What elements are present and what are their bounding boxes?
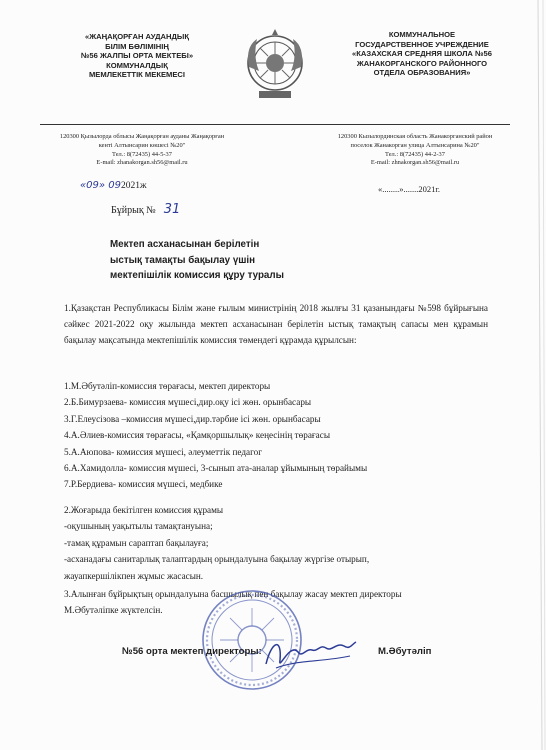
list-item: 2.Б.Бимурзаева- комиссия мүшесі,дир.оқу ісі жөн. орынбасары	[64, 397, 312, 408]
date-handwritten: «09» 09	[80, 180, 121, 191]
list-item: -тамақ құрамын сараптап бақылауға;	[64, 537, 209, 548]
title-line: Мектеп асханасынан берілетін	[110, 239, 260, 250]
intro-text: 1.Қазақстан Республикасы Білім және ғылым министрінің 2018 жылғы 31 қазанындағы №598 бұйрығына сәйкес 2021-2022 оқу жылында мектеп асханасынан берілетін ыстық тамақтың сапасы мен құрамын бақылау мақсатында мектепішілік комиссия төмендегі құрамда құрылсын:	[64, 303, 488, 346]
date-suffix: 2021ж	[120, 181, 147, 191]
address-right-line: 120300 Кызылординская область Жанакорганский район	[337, 133, 493, 140]
address-right-line: E-mail: zhnakorgan.sh56@mail.ru	[370, 159, 460, 167]
intro-paragraph	[64, 300, 488, 349]
list-item: 3.Г.Елеусізова –комиссия мүшесі,дир.тәрбие ісі жөн. орынбасары	[64, 413, 321, 424]
header-left-kazakh	[52, 32, 222, 80]
handwritten-signature-icon	[262, 630, 358, 678]
address-left-line: E-mail: zhanakorgan.sh56@mail.ru	[96, 159, 188, 167]
header-left-line: КОММУНАЛДЫҚ	[106, 60, 168, 70]
title-line: мектепішілік комиссия құру туралы	[110, 270, 284, 281]
header-right-line: ГОСУДАРСТВЕННОЕ УЧРЕЖДЕНИЕ	[355, 39, 489, 49]
address-right-line: поселок Жанакорган улица Алтынсарина №20"	[350, 141, 480, 149]
header-right-line: ОТДЕЛА ОБРАЗОВАНИЯ»	[373, 68, 471, 78]
closing-line: М.Әбутәліпке жүктелсін.	[64, 605, 163, 616]
address-right-line: Тел.: 8(72435) 44-2-37	[385, 150, 445, 158]
list-item: -оқушының уақытылы тамақтануына;	[64, 521, 213, 532]
date-left	[80, 180, 147, 191]
scan-edge-artifact	[520, 0, 546, 750]
address-right	[300, 133, 530, 168]
document-title	[110, 237, 370, 284]
closing-line: 3.Алынған бұйрықтың орындалуына басшылық пен бақылау жасау мектеп директоры	[64, 589, 402, 599]
header-right-russian	[332, 30, 512, 78]
list-item: 1.М.Әбутәліп-комиссия төрағасы, мектеп директоры	[64, 381, 271, 391]
header-left-line: БІЛІМ БӨЛІМІНІҢ	[105, 41, 169, 51]
order-number	[111, 202, 180, 217]
list-item: 5.А.Аюпова- комиссия мүшесі, әлеуметтік педагог	[64, 446, 262, 457]
address-left-line: 120300 Қызылорда облысы Жаңақорған ауданы Жаңақорған	[59, 133, 225, 140]
commission-tasks	[64, 502, 488, 584]
address-left-line: Тел.: 8(72435) 44-5-37	[112, 150, 172, 158]
signature-label: №56 орта мектеп директоры:	[122, 646, 262, 657]
header-right-line: ЖАНАКОРГАНСКОГО РАЙОННОГО	[356, 58, 488, 68]
header-left-line: №56 ЖАЛПЫ ОРТА МЕКТЕБІ»	[80, 51, 194, 61]
commission-members-list	[64, 378, 488, 493]
header-left-line: МЕМЛЕКЕТТІК МЕКЕМЕСІ	[88, 70, 186, 80]
kazakhstan-emblem-icon	[245, 27, 305, 109]
list-item: 6.А.Хамидолла- комиссия мүшесі, 3-сынып ата-аналар ұйымының төрайымы	[64, 463, 368, 474]
list-item: жауапкершілікпен жұмыс жасасын.	[64, 570, 204, 581]
header-left-line: «ЖАҢАҚОРҒАН АУДАНДЫҚ	[85, 32, 189, 41]
order-label: Бұйрық №	[111, 205, 156, 216]
list-item: -асханадағы санитарлық талаптардың орындалуына бақылау жүргізе отырып,	[64, 554, 370, 565]
address-left	[22, 133, 262, 168]
title-line: ыстық тамақты бақылау үшін	[110, 254, 256, 266]
director-name: М.Әбутәліп	[378, 646, 432, 657]
list-item: 4.А.Әлиев-комиссия төрағасы, «Қамқоршылық» кеңесінің төрағасы	[64, 430, 330, 441]
list-item: 2.Жоғарыда бекітілген комиссия құрамы	[64, 505, 224, 515]
header-divider	[40, 124, 510, 125]
address-left-line: кенті Алтынсарин көшесі №20"	[98, 141, 186, 149]
list-item: 7.Р.Бердиева- комиссия мүшесі, медбике	[64, 479, 223, 490]
date-right: «........».......2021г.	[378, 184, 441, 194]
order-handwritten-number: 31	[163, 202, 181, 217]
header-right-line: КОММУНАЛЬНОЕ	[388, 30, 456, 39]
header-right-line: «КАЗАХСКАЯ СРЕДНЯЯ ШКОЛА №56	[352, 49, 492, 59]
